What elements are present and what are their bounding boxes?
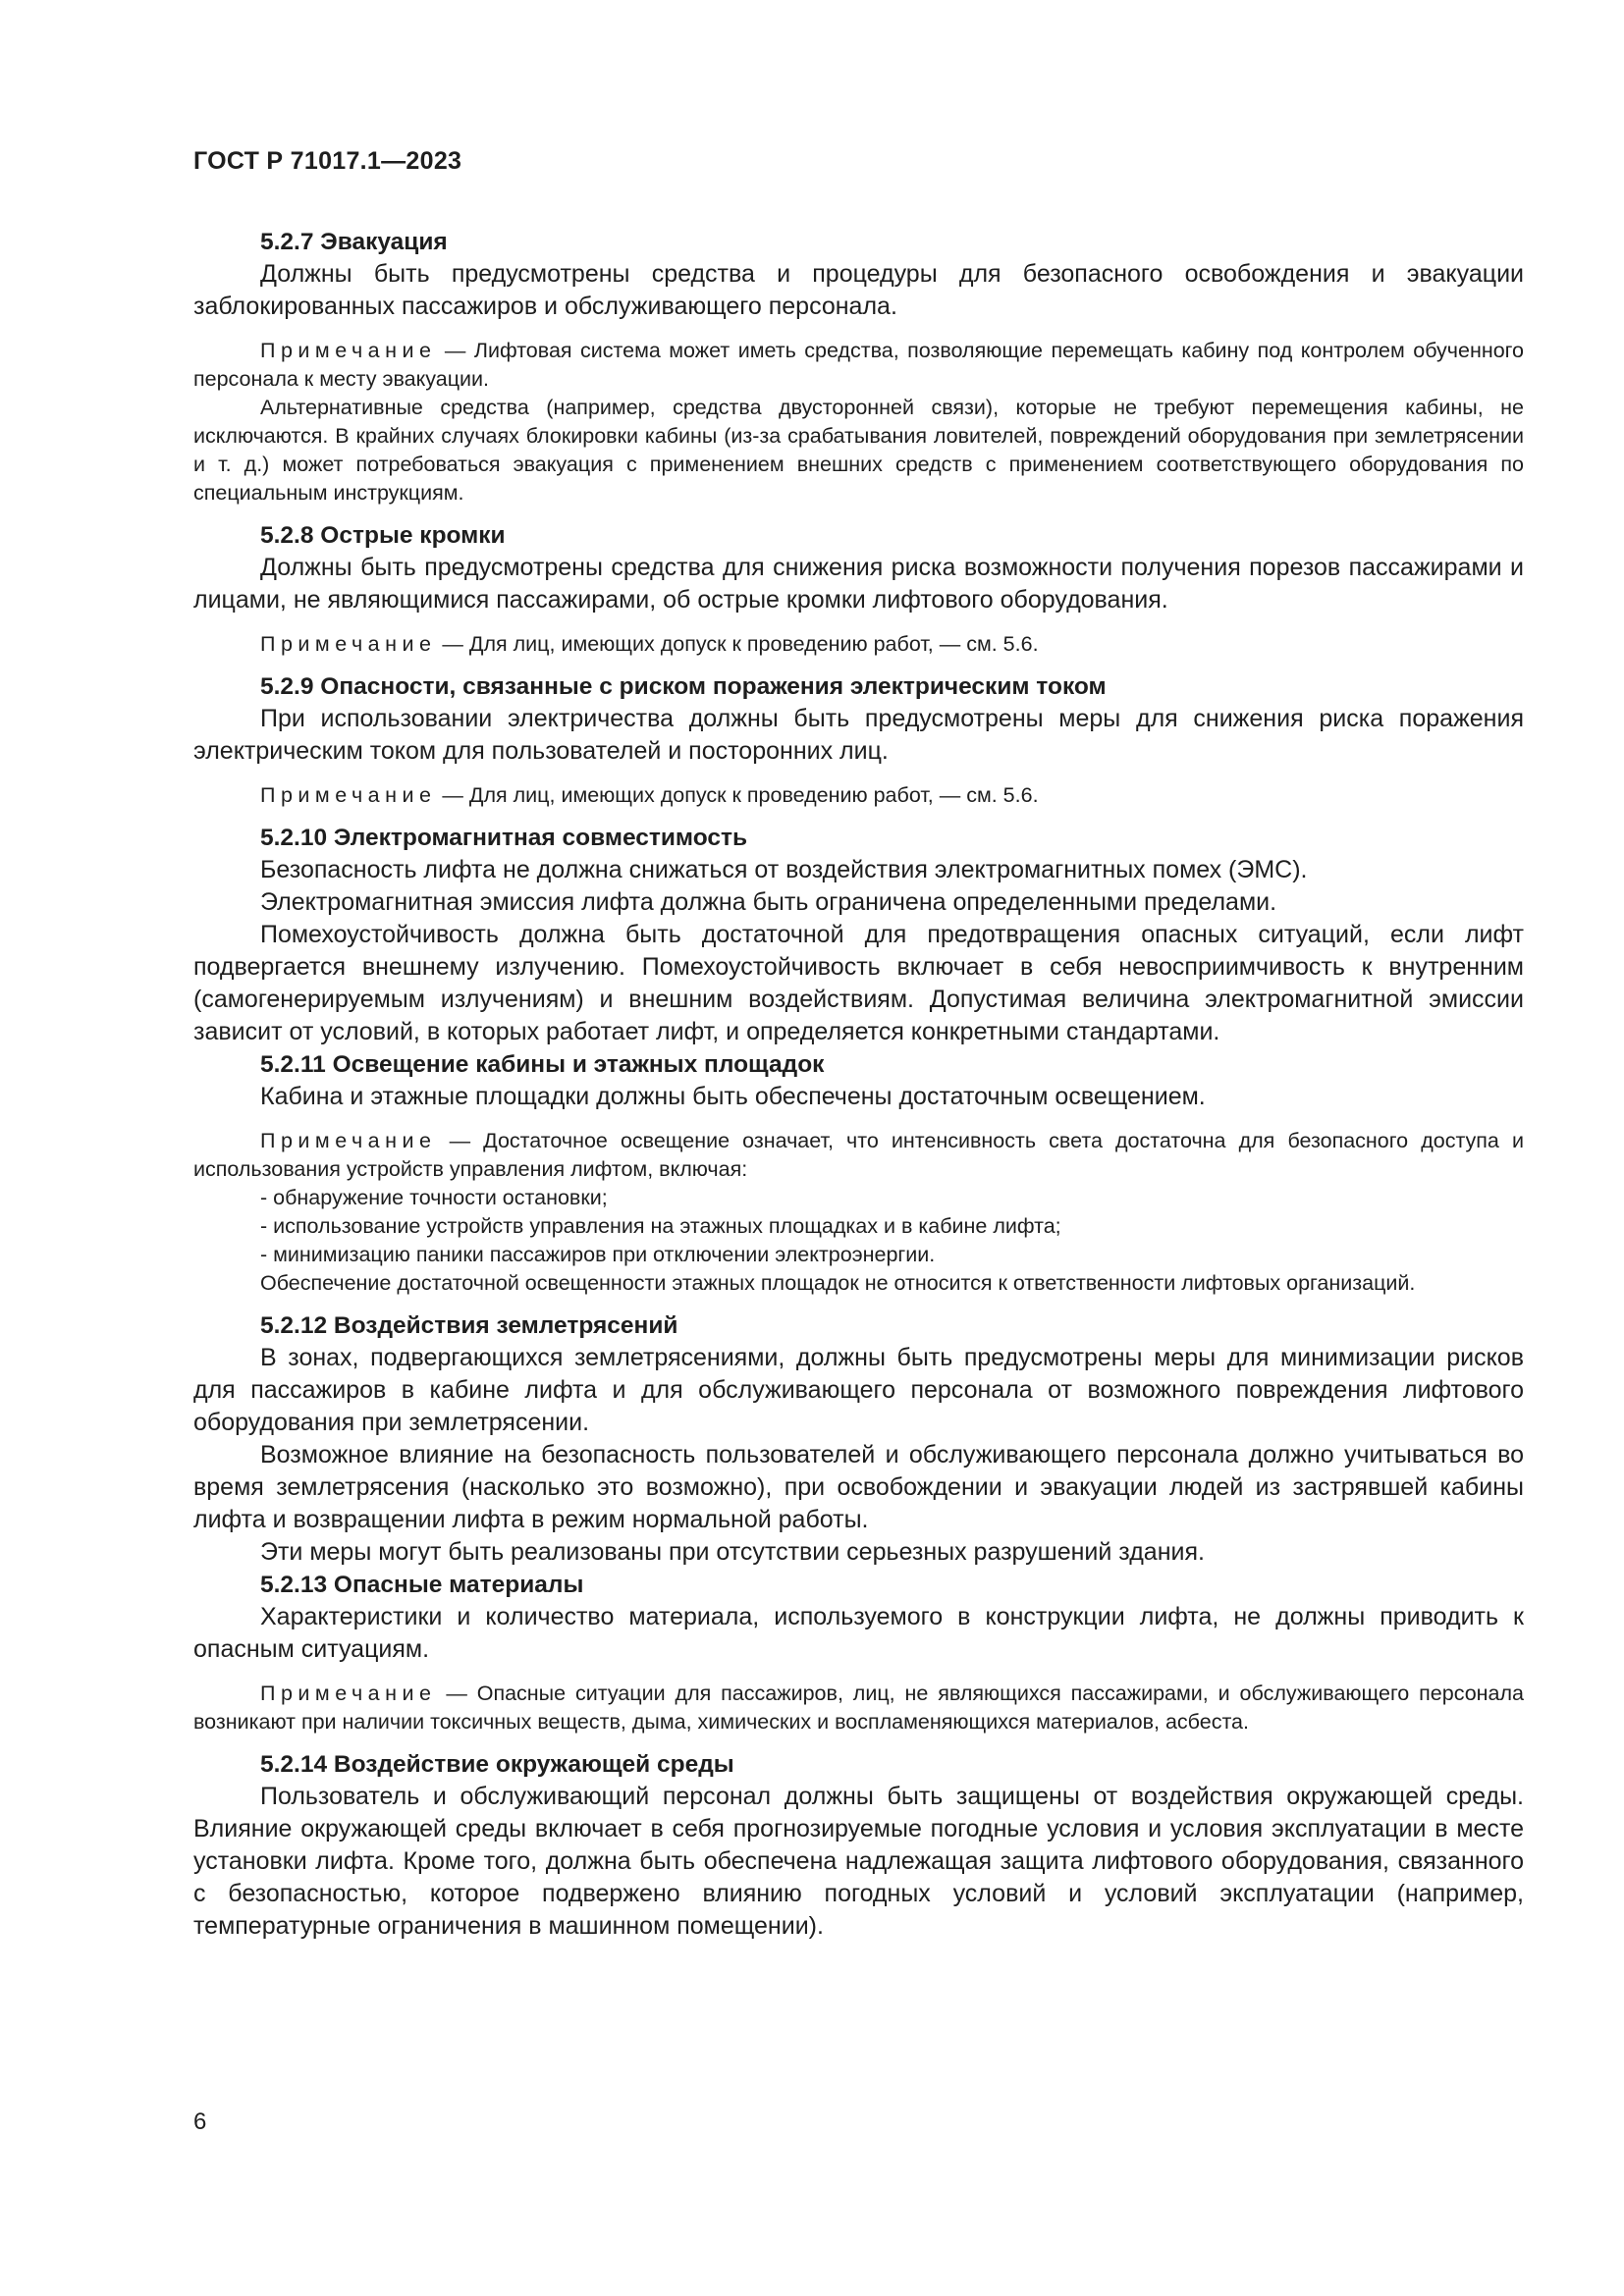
section-title: 5.2.11 Освещение кабины и этажных площадок — [260, 1051, 825, 1078]
section-5-2-8 — [193, 519, 1524, 659]
paragraph: Должны быть предусмотрены средства для снижения риска возможности получения порезов пассажирами и лицами, не являющимися пассажирами, об острые кромки лифтового оборудования. — [193, 554, 1524, 614]
document-header: ГОСТ Р 71017.1—2023 — [193, 147, 462, 175]
section-5-2-7 — [193, 226, 1524, 507]
note-text: — Для лиц, имеющих допуск к проведению работ, — см. 5.6. — [436, 632, 1039, 656]
note — [193, 337, 1524, 394]
section-5-2-12 — [193, 1309, 1524, 1569]
section-title: 5.2.14 Воздействие окружающей среды — [260, 1751, 734, 1778]
paragraph: Безопасность лифта не должна снижаться от воздействия электромагнитных помех (ЭМС). — [260, 856, 1308, 883]
paragraph: Должны быть предусмотрены средства и процедуры для безопасного освобождения и эвакуации заблокированных пассажиров и обслуживающего персонала. — [193, 260, 1524, 320]
note — [193, 1127, 1524, 1184]
paragraph: Электромагнитная эмиссия лифта должна быть ограничена определенными пределами. — [260, 888, 1277, 916]
paragraph: Эти меры могут быть реализованы при отсутствии серьезных разрушений здания. — [260, 1538, 1205, 1566]
paragraph: При использовании электричества должны быть предусмотрены меры для снижения риска поражения электрическим током для пользователей и посторонних лиц. — [193, 705, 1524, 765]
note-label: Примечание — [260, 339, 437, 362]
section-5-2-9 — [193, 670, 1524, 810]
section-title: 5.2.9 Опасности, связанные с риском поражения электрическим током — [260, 673, 1107, 700]
document-body — [193, 226, 1524, 1943]
note-text: — Достаточное освещение означает, что интенсивность света достаточна для безопасного доступа и использования устройств управления лифтом, включая: — [193, 1129, 1524, 1181]
paragraph: Пользователь и обслуживающий персонал должны быть защищены от воздействия окружающей среды. Влияние окружающей среды включает в себя прогнозируемые погодные условия и условия эксплуатации в месте установки лифта. Кроме того, должна быть обеспечена надлежащая защита лифтового оборудования, связанного с безопасностью, которое подвержено влиянию погодных условий и условий эксплуатации (например, температурные ограничения в машинном помещении). — [193, 1783, 1524, 1940]
note-text: — Лифтовая система может иметь средства, позволяющие перемещать кабину под контролем обученного персонала к месту эвакуации. — [193, 339, 1524, 391]
list-item: - минимизацию паники пассажиров при отключении электроэнергии. — [260, 1243, 936, 1266]
note-label: Примечание — [260, 632, 437, 656]
section-title: 5.2.12 Воздействия землетрясений — [260, 1312, 678, 1339]
note-text: — Для лиц, имеющих допуск к проведению работ, — см. 5.6. — [436, 783, 1039, 807]
paragraph: В зонах, подвергающихся землетрясениями, должны быть предусмотрены меры для минимизации рисков для пассажиров в кабине лифта и для обслуживающего персонала от возможного повреждения лифтового оборудования при землетрясении. — [193, 1344, 1524, 1436]
note — [193, 781, 1524, 810]
note-label: Примечание — [260, 783, 437, 807]
note-label: Примечание — [260, 1129, 437, 1152]
section-5-2-11 — [193, 1048, 1524, 1298]
section-5-2-10 — [193, 822, 1524, 1048]
paragraph: Помехоустойчивость должна быть достаточной для предотвращения опасных ситуаций, если лифт подвергается внешнему излучению. Помехоустойчивость включает в себя невосприимчивость к внутренним (самогенерируемым излучениям) и внешним воздействиям. Допустимая величина электромагнитной эмиссии зависит от условий, в которых работает лифт, и определяется конкретными стандартами. — [193, 921, 1524, 1045]
paragraph: Кабина и этажные площадки должны быть обеспечены достаточным освещением. — [260, 1083, 1206, 1110]
section-title: 5.2.13 Опасные материалы — [260, 1572, 584, 1598]
note-continuation: Альтернативные средства (например, средства двусторонней связи), которые не требуют перемещения кабины, не исключаются. В крайних случаях блокировки кабины (из-за срабатывания ловителей, повреждений оборудования при землетрясении и т. д.) может потребоваться эвакуация с применением внешних средств с применением соответствующего оборудования по специальным инструкциям. — [193, 396, 1524, 505]
paragraph: Характеристики и количество материала, используемого в конструкции лифта, не должны приводить к опасным ситуациям. — [193, 1603, 1524, 1663]
note — [193, 1680, 1524, 1736]
section-title: 5.2.8 Острые кромки — [260, 522, 506, 549]
section-5-2-14 — [193, 1748, 1524, 1943]
paragraph: Возможное влияние на безопасность пользователей и обслуживающего персонала должно учитываться во время землетрясения (насколько это возможно), при освобождении и эвакуации людей из застрявшей кабины лифта и возвращении лифта в режим нормальной работы. — [193, 1441, 1524, 1533]
note — [193, 630, 1524, 659]
note-label: Примечание — [260, 1682, 437, 1705]
page-number: 6 — [193, 2109, 207, 2135]
section-5-2-13 — [193, 1569, 1524, 1736]
section-title: 5.2.7 Эвакуация — [260, 229, 448, 255]
list-item: - обнаружение точности остановки; — [260, 1186, 608, 1209]
note-text: — Опасные ситуации для пассажиров, лиц, не являющихся пассажирами, и обслуживающего персонала возникают при наличии токсичных веществ, дыма, химических и воспламеняющихся материалов, асбеста. — [193, 1682, 1524, 1734]
list-item: - использование устройств управления на этажных площадках и в кабине лифта; — [260, 1214, 1061, 1238]
note-continuation: Обеспечение достаточной освещенности этажных площадок не относится к ответственности лифтовых организаций. — [260, 1271, 1416, 1295]
section-title: 5.2.10 Электромагнитная совместимость — [260, 825, 748, 851]
